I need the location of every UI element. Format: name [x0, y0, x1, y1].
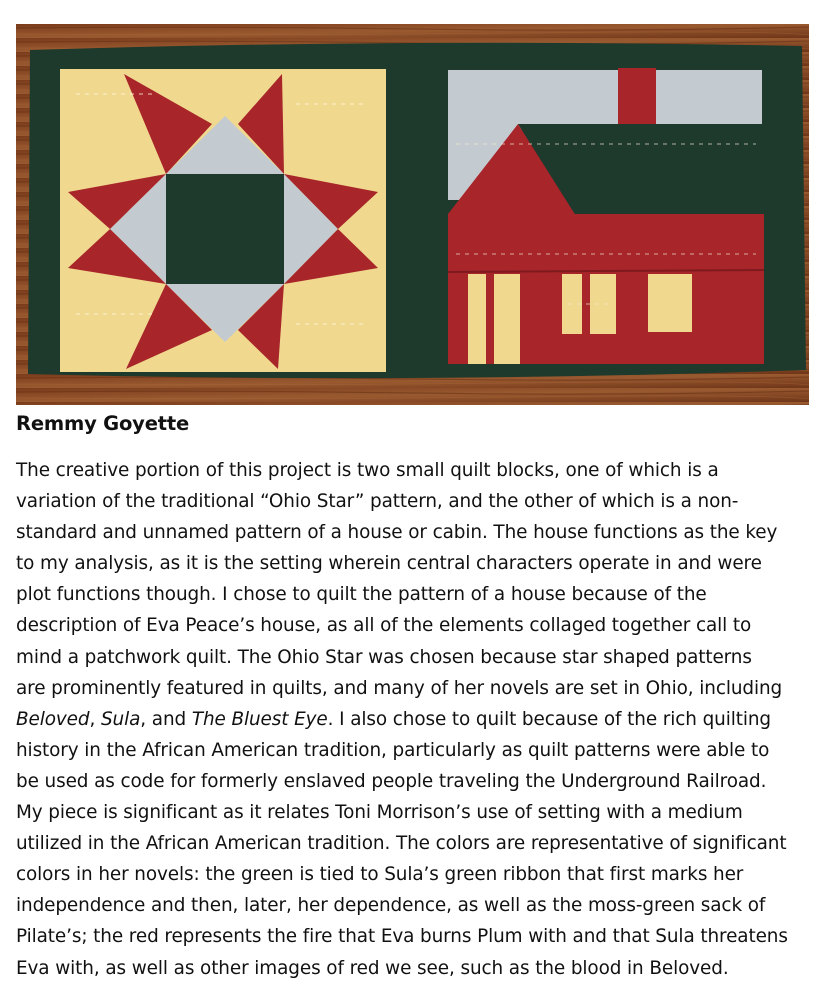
text-line: The creative portion of this project is two small quilt blocks, one of which is a	[16, 460, 719, 481]
text-line: independence and then, later, her dependence, as well as the moss-green sack of	[16, 895, 766, 917]
text-line: history in the African American tradition, particularly as quilt patterns were able to	[16, 739, 770, 761]
text-line: description of Eva Peace’s house, as all of the elements collaged together call to	[16, 615, 752, 637]
book-title-bluest-eye: The Bluest Eye	[191, 708, 328, 730]
house-block	[448, 68, 764, 364]
title-separator: ,	[89, 708, 101, 730]
quilt-photo	[16, 24, 809, 405]
text-line-with-titles	[16, 704, 816, 735]
author-name: Remmy Goyette	[16, 412, 189, 435]
title-separator: , and	[140, 708, 192, 730]
text-line: utilized in the African American tradition. The colors are representative of significant	[16, 833, 787, 855]
book-title-sula: Sula	[100, 708, 141, 730]
text-line: Pilate’s; the red represents the fire that Eva burns Plum with and that Sula threatens	[16, 926, 788, 948]
text-line: be used as code for formerly enslaved people traveling the Underground Railroad.	[16, 770, 767, 792]
center-sashing	[386, 64, 444, 376]
text-line: to my analysis, as it is the setting wherein central characters operate in and were	[16, 553, 762, 575]
text-line: are prominently featured in quilts, and many of her novels are set in Ohio, including	[16, 677, 783, 699]
text-line: mind a patchwork quilt. The Ohio Star was chosen because star shaped patterns	[16, 646, 752, 668]
line-remainder: . I also chose to quilt because of the rich quilting	[327, 708, 771, 730]
text-line: variation of the traditional “Ohio Star” pattern, and the other of which is a non-	[16, 491, 739, 513]
text-line: Eva with, as well as other images of red we see, such as the blood in Beloved.	[16, 957, 729, 979]
text-line: colors in her novels: the green is tied to Sula’s green ribbon that first marks her	[16, 864, 744, 886]
book-title-beloved: Beloved	[16, 708, 90, 730]
text-line: standard and unnamed pattern of a house or cabin. The house functions as the key	[16, 522, 778, 544]
body-text	[16, 455, 816, 984]
ohio-star-block	[60, 69, 386, 372]
text-line: plot functions though. I chose to quilt the pattern of a house because of the	[16, 584, 707, 606]
text-line: My piece is significant as it relates Toni Morrison’s use of setting with a medium	[16, 802, 743, 824]
